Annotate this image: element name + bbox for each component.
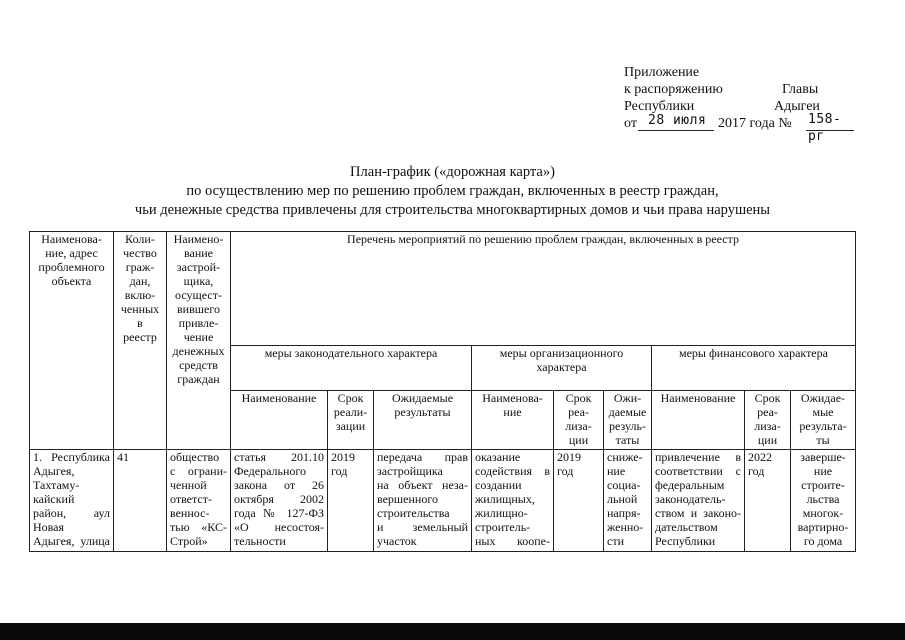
cell-text-line: 2022 bbox=[748, 450, 772, 464]
cell-text-line: Ожидаемые bbox=[391, 391, 454, 405]
cell-text-line: ции bbox=[757, 433, 778, 447]
cell-text-line: вершенного bbox=[377, 492, 438, 506]
appendix-head-label: Главы bbox=[782, 82, 819, 97]
header-fin-result bbox=[791, 391, 856, 450]
header-fin-term bbox=[745, 391, 791, 450]
cell-text-line: реа- bbox=[568, 405, 589, 419]
cell-org-name bbox=[472, 450, 554, 552]
cell-text-line: результаты bbox=[394, 405, 451, 419]
cell-text-line: ответст- bbox=[170, 492, 212, 506]
cell-text-line: результа- bbox=[799, 419, 847, 433]
date-underline bbox=[638, 130, 714, 131]
appendix-title: Приложение bbox=[624, 65, 700, 80]
cell-text-line: Срок bbox=[337, 391, 364, 405]
cell-text-line: чение bbox=[183, 330, 214, 344]
date-prefix: от bbox=[624, 116, 637, 131]
handwritten-number: 158-рг bbox=[808, 112, 842, 144]
header-org-name bbox=[472, 391, 554, 450]
cell-text-line: год bbox=[557, 464, 574, 478]
cell-text-line: чество bbox=[123, 246, 157, 260]
cell-text-line: реали- bbox=[333, 405, 368, 419]
cell-text-line: Новая bbox=[33, 520, 65, 534]
cell-text-line: го дома bbox=[803, 534, 843, 548]
cell-text-line: 2019 bbox=[557, 450, 581, 464]
cell-text-line: реестр bbox=[123, 330, 157, 344]
cell-text-line: с ограни- bbox=[170, 464, 227, 478]
scan-edge-bar bbox=[0, 623, 905, 640]
cell-text-line: денежных bbox=[172, 344, 225, 358]
cell-text-line: Федерального bbox=[234, 464, 307, 478]
handwritten-date: 28 июля bbox=[648, 113, 707, 128]
cell-text-line: строительства bbox=[377, 506, 450, 520]
title-line-3: чьи денежные средства привлечены для строительства многоквартирных домов и чьи права нарушены bbox=[134, 202, 771, 218]
cell-text-line: Срок bbox=[565, 391, 592, 405]
cell-text-line: ты bbox=[816, 433, 830, 447]
appendix-adygea-label: Адыгеи bbox=[774, 99, 820, 114]
header-organizational bbox=[472, 346, 652, 391]
cell-text-line: вартирно- bbox=[797, 520, 849, 534]
document-title bbox=[0, 163, 905, 220]
header-legislative: меры законодательного характера bbox=[231, 346, 472, 391]
cell-text-line: ченной bbox=[170, 478, 207, 492]
header-fin-name: Наименование bbox=[652, 391, 745, 450]
cell-text-line: Наимено- bbox=[173, 232, 224, 246]
cell-text-line: федеральным bbox=[655, 478, 725, 492]
cell-text-line: характера bbox=[536, 360, 587, 374]
cell-text-line: проблемного bbox=[38, 260, 105, 274]
cell-text-line: строите- bbox=[801, 478, 845, 492]
cell-text-line: меры организационного bbox=[499, 346, 624, 360]
cell-fin-term bbox=[745, 450, 791, 552]
cell-text-line: ние bbox=[607, 464, 626, 478]
cell-text-line: ние, адрес bbox=[45, 246, 98, 260]
title-line-2: по осуществлению мер по решению проблем граждан, включенных в реестр граждан, bbox=[186, 183, 719, 199]
cell-text-line: тью «КС- bbox=[170, 520, 227, 534]
cell-leg-result bbox=[374, 450, 472, 552]
cell-text-line: лиза- bbox=[565, 419, 592, 433]
cell-text-line: застрой- bbox=[176, 260, 221, 274]
cell-text-line: оказание bbox=[475, 450, 521, 464]
cell-text-line: осущест- bbox=[175, 288, 222, 302]
cell-text-line: льства bbox=[806, 492, 840, 506]
title-line-1: План-график («дорожная карта») bbox=[350, 164, 555, 180]
cell-text-line: закона от 26 bbox=[234, 478, 324, 492]
cell-leg-term bbox=[328, 450, 374, 552]
cell-text-line: год bbox=[748, 464, 765, 478]
cell-text-line: Наименова- bbox=[41, 232, 102, 246]
cell-text-line: социа- bbox=[607, 478, 641, 492]
cell-text-line: привле- bbox=[178, 316, 219, 330]
appendix-republic-label: Республики bbox=[624, 99, 695, 114]
cell-text-line: ных коопе- bbox=[475, 534, 550, 548]
cell-text-line: и земельный bbox=[377, 520, 468, 534]
header-measures-list: Перечень мероприятий по решению проблем граждан, включенных в реестр bbox=[231, 232, 856, 346]
cell-text-line: ции bbox=[568, 433, 589, 447]
cell-text-line: Срок bbox=[754, 391, 781, 405]
cell-leg-name bbox=[231, 450, 328, 552]
cell-text-line: Ожи- bbox=[613, 391, 642, 405]
cell-text-line: щика, bbox=[183, 274, 214, 288]
header-org-term bbox=[554, 391, 604, 450]
cell-text-line: Адыгея, bbox=[33, 464, 75, 478]
cell-text-line: строитель- bbox=[475, 520, 531, 534]
cell-text-line: напря- bbox=[607, 506, 641, 520]
cell-text-line: Адыгея, улица bbox=[33, 534, 110, 548]
cell-text-line: вклю- bbox=[124, 288, 156, 302]
cell-object bbox=[30, 450, 114, 552]
cell-text-line: содействия в bbox=[475, 464, 550, 478]
cell-text-line: средств bbox=[179, 358, 218, 372]
roadmap-table bbox=[29, 231, 856, 552]
cell-text-line: граждан bbox=[177, 372, 220, 386]
appendix-order-label: к распоряжению bbox=[624, 82, 723, 97]
year-label: 2017 года № bbox=[718, 116, 792, 131]
cell-text-line: законодатель- bbox=[655, 492, 726, 506]
cell-text-line: ние bbox=[503, 405, 522, 419]
cell-text-line: ние bbox=[813, 464, 833, 478]
cell-text-line: 1. Республика bbox=[33, 450, 110, 464]
cell-text-line: граж- bbox=[125, 260, 155, 274]
cell-text-line: таты bbox=[615, 433, 640, 447]
cell-text-line: мые bbox=[812, 405, 834, 419]
header-leg-result bbox=[374, 391, 472, 450]
header-leg-term bbox=[328, 391, 374, 450]
cell-text-line: веннос- bbox=[170, 506, 210, 520]
cell-text-line: год bbox=[331, 464, 348, 478]
cell-text-line: Ожидае- bbox=[800, 391, 846, 405]
cell-text-line: заверше- bbox=[800, 450, 846, 464]
cell-text-line: октября 2002 bbox=[234, 492, 324, 506]
cell-text-line: вание bbox=[183, 246, 213, 260]
cell-text-line: на объект неза- bbox=[377, 478, 468, 492]
cell-text-line: в bbox=[137, 316, 143, 330]
cell-text-line: создании bbox=[475, 478, 522, 492]
appendix-block bbox=[624, 64, 854, 144]
cell-fin-result bbox=[791, 450, 856, 552]
cell-text-line: Тахтаму- bbox=[33, 478, 80, 492]
cell-text-line: женно- bbox=[607, 520, 644, 534]
cell-text-line: года № 127-ФЗ bbox=[234, 506, 324, 520]
cell-text-line: жилищных, bbox=[475, 492, 535, 506]
cell-text-line: дательством bbox=[655, 520, 718, 534]
cell-fin-name bbox=[652, 450, 745, 552]
cell-text-line: Республики bbox=[655, 534, 716, 548]
cell-text-line: зации bbox=[335, 419, 366, 433]
table-row bbox=[30, 450, 856, 552]
cell-text-line: статья 201.10 bbox=[234, 450, 324, 464]
header-object bbox=[30, 232, 114, 450]
cell-text-line: ством и законо- bbox=[655, 506, 741, 520]
cell-text-line: кайский bbox=[33, 492, 75, 506]
cell-text-line: даемые bbox=[608, 405, 647, 419]
cell-text-line: 2019 bbox=[331, 450, 355, 464]
cell-text-line: ченных bbox=[120, 302, 160, 316]
cell-text-line: объекта bbox=[51, 274, 92, 288]
header-developer bbox=[167, 232, 231, 450]
cell-text-line: тельности bbox=[234, 534, 286, 548]
cell-text-line: многок- bbox=[802, 506, 844, 520]
cell-text-line: жилищно- bbox=[475, 506, 528, 520]
cell-text-line: Коли- bbox=[125, 232, 155, 246]
cell-text-line: участок bbox=[377, 534, 417, 548]
cell-org-result bbox=[604, 450, 652, 552]
cell-text-line: передача прав bbox=[377, 450, 468, 464]
cell-text-line: привлечение в bbox=[655, 450, 741, 464]
cell-text-line: район, аул bbox=[33, 506, 110, 520]
cell-text-line: реа- bbox=[757, 405, 778, 419]
cell-text-line: вившего bbox=[177, 302, 220, 316]
header-org-result bbox=[604, 391, 652, 450]
cell-text-line: сниже- bbox=[607, 450, 643, 464]
cell-text-line: Строй» bbox=[170, 534, 208, 548]
cell-developer bbox=[167, 450, 231, 552]
cell-text-line: лиза- bbox=[754, 419, 781, 433]
cell-text-line: дан, bbox=[129, 274, 151, 288]
cell-org-term bbox=[554, 450, 604, 552]
cell-text-line: «О несостоя- bbox=[234, 520, 324, 534]
header-count bbox=[114, 232, 167, 450]
header-leg-name: Наименование bbox=[231, 391, 328, 450]
cell-count: 41 bbox=[114, 450, 167, 552]
cell-text-line: сти bbox=[607, 534, 624, 548]
cell-text-line: застройщика bbox=[377, 464, 443, 478]
cell-text-line: Наименова- bbox=[482, 391, 543, 405]
cell-text-line: общество bbox=[170, 450, 220, 464]
header-financial: меры финансового характера bbox=[652, 346, 856, 391]
cell-text-line: соответствии с bbox=[655, 464, 741, 478]
cell-text-line: резуль- bbox=[609, 419, 646, 433]
cell-text-line: льной bbox=[607, 492, 638, 506]
